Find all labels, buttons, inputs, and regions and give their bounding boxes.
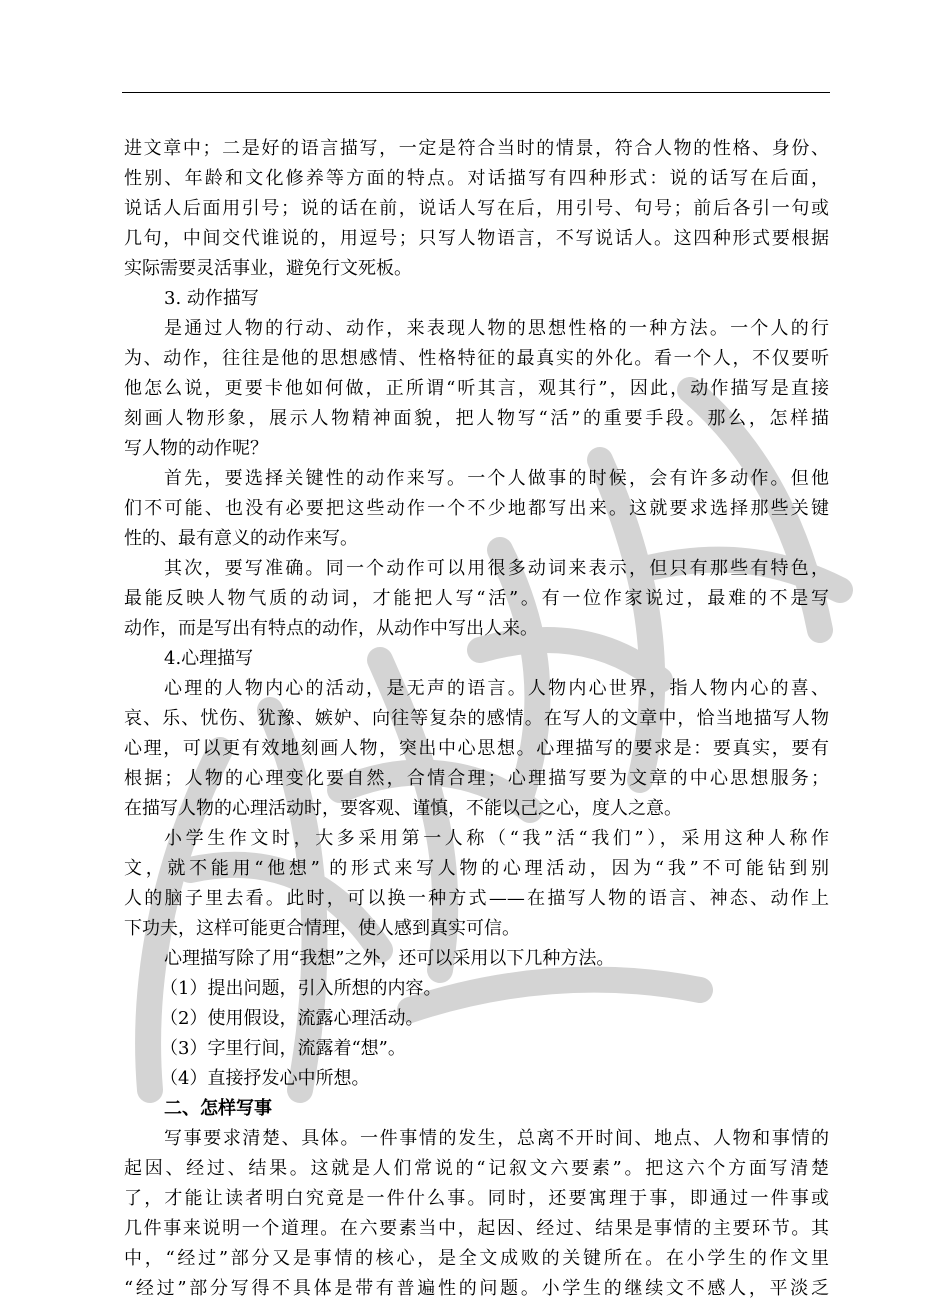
text-line: 下功夫，这样可能更合情理，使人感到真实可信。 bbox=[124, 918, 520, 939]
text-line: 心理描写除了用“我想”之外，还可以采用以下几种方法。 bbox=[164, 948, 615, 969]
section-heading: 二、怎样写事 bbox=[164, 1098, 272, 1119]
text-line: 小学生作文时，大多采用第一人称（“我”活“我们”），采用这种人称作 bbox=[164, 828, 829, 849]
section-heading: 3. 动作描写 bbox=[164, 288, 259, 309]
text-line: 中，“经过”部分又是事情的核心，是全文成败的关键所在。在小学生的作文里 bbox=[124, 1248, 829, 1269]
list-item: （3）字里行间，流露着“想”。 bbox=[160, 1038, 406, 1059]
section-heading: 4.心理描写 bbox=[164, 648, 254, 669]
text-line: “经过”部分写得不具体是带有普遍性的问题。小学生的继续文不感人，平淡乏 bbox=[124, 1278, 829, 1299]
list-item: （4）直接抒发心中所想。 bbox=[160, 1068, 370, 1089]
document-body bbox=[124, 134, 829, 1304]
text-line: 起因、经过、结果。这就是人们常说的“记叙文六要素”。把这六个方面写清楚 bbox=[124, 1158, 829, 1179]
text-line: 说话人后面用引号；说的话在前，说话人写在后，用引号、句号；前后各引一句或 bbox=[124, 198, 829, 219]
text-line: 是通过人物的行动、动作，来表现人物的思想性格的一种方法。一个人的行 bbox=[164, 318, 829, 339]
text-line: 性别、年龄和文化修养等方面的特点。对话描写有四种形式：说的话写在后面， bbox=[124, 168, 829, 189]
text-line: 为、动作，往往是他的思想感情、性格特征的最真实的外化。看一个人，不仅要听 bbox=[124, 348, 829, 369]
text-line: 了，才能让读者明白究竟是一件什么事。同时，还要寓理于事，即通过一件事或 bbox=[124, 1188, 829, 1209]
text-line: 心理，可以更有效地刻画人物，突出中心思想。心理描写的要求是：要真实，要有 bbox=[124, 738, 829, 759]
text-line: 哀、乐、忧伤、犹豫、嫉妒、向往等复杂的感情。在写人的文章中，恰当地描写人物 bbox=[124, 708, 829, 729]
text-line: 几件事来说明一个道理。在六要素当中，起因、经过、结果是事情的主要环节。其 bbox=[124, 1218, 829, 1239]
text-line: 性的、最有意义的动作来写。 bbox=[124, 528, 358, 549]
text-line: 刻画人物形象，展示人物精神面貌，把人物写“活”的重要手段。那么，怎样描 bbox=[124, 408, 829, 429]
text-line: 写人物的动作呢？ bbox=[124, 438, 268, 459]
text-line: 动作，而是写出有特点的动作，从动作中写出人来。 bbox=[124, 618, 538, 639]
text-line: 进文章中；二是好的语言描写，一定是符合当时的情景，符合人物的性格、身份、 bbox=[124, 138, 829, 159]
text-line: 最能反映人物气质的动词，才能把人写“活”。有一位作家说过，最难的不是写 bbox=[124, 588, 829, 609]
header-rule bbox=[122, 92, 830, 93]
text-line: 人的脑子里去看。此时，可以换一种方式——在描写人物的语言、神态、动作上 bbox=[124, 888, 829, 909]
text-line: 其次，要写准确。同一个动作可以用很多动词来表示，但只有那些有特色， bbox=[164, 558, 829, 579]
text-line: 根据；人物的心理变化要自然，合情合理；心理描写要为文章的中心思想服务； bbox=[124, 768, 829, 789]
text-line: 他怎么说，更要卡他如何做，正所谓“听其言，观其行”，因此，动作描写是直接 bbox=[124, 378, 829, 399]
list-item: （2）使用假设，流露心理活动。 bbox=[160, 1008, 424, 1029]
text-line: 实际需要灵活事业，避免行文死板。 bbox=[124, 258, 412, 279]
text-line: 们不可能、也没有必要把这些动作一个不少地都写出来。这就要求选择那些关键 bbox=[124, 498, 829, 519]
text-line: 首先，要选择关键性的动作来写。一个人做事的时候，会有许多动作。但他 bbox=[164, 468, 829, 489]
list-item: （1）提出问题，引入所想的内容。 bbox=[160, 978, 442, 999]
text-line: 文，就不能用“他想” 的形式来写人物的心理活动，因为“我”不可能钻到别 bbox=[124, 858, 829, 879]
text-line: 几句，中间交代谁说的，用逗号；只写人物语言，不写说话人。这四种形式要根据 bbox=[124, 228, 829, 249]
text-line: 心理的人物内心的活动，是无声的语言。人物内心世界，指人物内心的喜、 bbox=[164, 678, 829, 699]
text-line: 写事要求清楚、具体。一件事情的发生，总离不开时间、地点、人物和事情的 bbox=[164, 1128, 829, 1149]
text-line: 在描写人物的心理活动时，要客观、谨慎，不能以己之心，度人之意。 bbox=[124, 798, 682, 819]
